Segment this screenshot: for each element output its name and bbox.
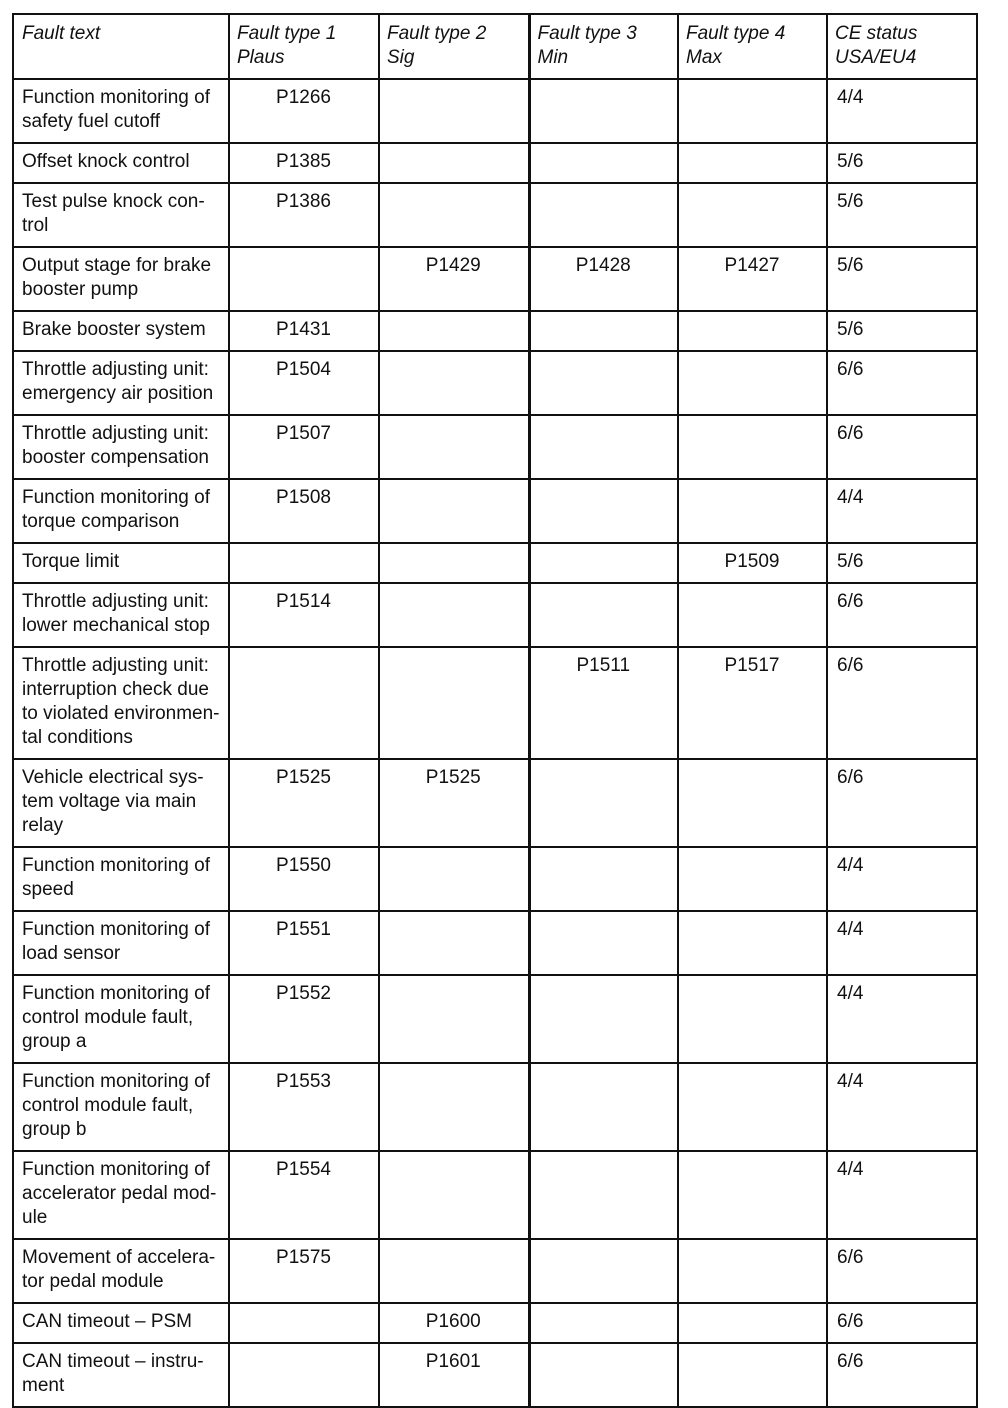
fault-type-1-cell [229, 247, 379, 311]
fault-type-3-cell [529, 1343, 678, 1407]
table-row [13, 479, 977, 543]
fault-text-cell: CAN timeout – PSM [13, 1303, 229, 1343]
header-fault-type-1 [229, 14, 379, 79]
fault-type-3-cell: P1428 [529, 247, 678, 311]
fault-type-4-cell [678, 1303, 827, 1343]
header-ce-status-sub: USA/EU4 [835, 47, 917, 68]
ce-status-cell: 4/4 [827, 479, 977, 543]
fault-type-3-cell [529, 415, 678, 479]
fault-type-2-cell [379, 415, 529, 479]
ce-status-cell: 4/4 [827, 79, 977, 143]
fault-type-4-cell: P1427 [678, 247, 827, 311]
fault-type-4-cell [678, 1343, 827, 1407]
fault-type-3-cell [529, 143, 678, 183]
fault-type-4-cell [678, 79, 827, 143]
fault-type-2-cell: P1429 [379, 247, 529, 311]
fault-type-4-cell [678, 183, 827, 247]
header-fault-type-2-sub: Sig [387, 47, 415, 68]
fault-type-1-cell: P1550 [229, 847, 379, 911]
fault-text-cell: Function monitoring of torque comparison [13, 479, 229, 543]
table-row [13, 911, 977, 975]
fault-type-1-cell: P1514 [229, 583, 379, 647]
fault-type-2-cell: P1601 [379, 1343, 529, 1407]
fault-type-2-cell [379, 1239, 529, 1303]
fault-type-4-cell [678, 1063, 827, 1151]
table-row [13, 1239, 977, 1303]
fault-text-cell: CAN timeout – instru-ment [13, 1343, 229, 1407]
fault-type-2-cell [379, 183, 529, 247]
fault-type-4-cell [678, 351, 827, 415]
header-fault-type-2-label: Fault type 2 [387, 23, 487, 44]
fault-type-2-cell [379, 583, 529, 647]
fault-type-4-cell [678, 311, 827, 351]
fault-type-3-cell [529, 1239, 678, 1303]
fault-text-cell: Throttle adjusting unit: interruption check due to violated environmen-tal conditions [13, 647, 229, 759]
fault-type-2-cell [379, 479, 529, 543]
fault-type-1-cell: P1551 [229, 911, 379, 975]
table-row [13, 975, 977, 1063]
table-row [13, 583, 977, 647]
table-row [13, 847, 977, 911]
fault-type-2-cell [379, 1151, 529, 1239]
fault-text-cell: Brake booster system [13, 311, 229, 351]
fault-type-2-cell [379, 143, 529, 183]
table-row [13, 1343, 977, 1407]
fault-type-3-cell [529, 583, 678, 647]
fault-type-3-cell [529, 311, 678, 351]
header-fault-type-2 [379, 14, 529, 79]
fault-type-3-cell [529, 1151, 678, 1239]
fault-type-4-cell: P1517 [678, 647, 827, 759]
header-fault-type-1-sub: Plaus [237, 47, 285, 68]
fault-type-3-cell [529, 543, 678, 583]
fault-text-cell: Function monitoring of safety fuel cutoff [13, 79, 229, 143]
table-row [13, 1151, 977, 1239]
fault-type-2-cell: P1525 [379, 759, 529, 847]
fault-type-4-cell [678, 911, 827, 975]
ce-status-cell: 6/6 [827, 1303, 977, 1343]
header-fault-text [13, 14, 229, 79]
header-fault-text-label: Fault text [22, 23, 101, 44]
fault-text-cell: Test pulse knock con-trol [13, 183, 229, 247]
table-row [13, 143, 977, 183]
fault-text-cell: Movement of accelera-tor pedal module [13, 1239, 229, 1303]
fault-type-1-cell [229, 647, 379, 759]
fault-type-1-cell: P1508 [229, 479, 379, 543]
fault-text-cell: Function monitoring of load sensor [13, 911, 229, 975]
ce-status-cell: 5/6 [827, 143, 977, 183]
fault-text-cell: Output stage for brake booster pump [13, 247, 229, 311]
fault-type-3-cell [529, 1303, 678, 1343]
fault-type-3-cell [529, 479, 678, 543]
ce-status-cell: 6/6 [827, 1239, 977, 1303]
fault-text-cell: Torque limit [13, 543, 229, 583]
header-fault-type-1-label: Fault type 1 [237, 23, 337, 44]
fault-type-3-cell [529, 759, 678, 847]
ce-status-cell: 6/6 [827, 351, 977, 415]
ce-status-cell: 6/6 [827, 415, 977, 479]
header-fault-type-4-sub: Max [686, 47, 722, 68]
ce-status-cell: 6/6 [827, 647, 977, 759]
ce-status-cell: 5/6 [827, 543, 977, 583]
fault-type-4-cell [678, 415, 827, 479]
fault-text-cell: Function monitoring of control module fault, group b [13, 1063, 229, 1151]
fault-text-cell: Throttle adjusting unit: lower mechanical stop [13, 583, 229, 647]
fault-type-3-cell [529, 183, 678, 247]
ce-status-cell: 6/6 [827, 759, 977, 847]
header-fault-type-4-label: Fault type 4 [686, 23, 786, 44]
fault-code-table [12, 13, 978, 1408]
fault-type-3-cell: P1511 [529, 647, 678, 759]
ce-status-cell: 5/6 [827, 183, 977, 247]
header-fault-type-3-label: Fault type 3 [537, 23, 637, 44]
header-ce-status [827, 14, 977, 79]
fault-type-4-cell [678, 583, 827, 647]
fault-type-4-cell [678, 847, 827, 911]
fault-type-1-cell: P1504 [229, 351, 379, 415]
fault-text-cell: Throttle adjusting unit: emergency air position [13, 351, 229, 415]
ce-status-cell: 4/4 [827, 911, 977, 975]
table-row [13, 247, 977, 311]
fault-text-cell: Function monitoring of control module fault, group a [13, 975, 229, 1063]
header-ce-status-label: CE status [835, 23, 918, 44]
ce-status-cell: 5/6 [827, 247, 977, 311]
fault-type-2-cell [379, 543, 529, 583]
fault-type-3-cell [529, 975, 678, 1063]
fault-type-2-cell: P1600 [379, 1303, 529, 1343]
table-row [13, 311, 977, 351]
fault-text-cell: Function monitoring of accelerator pedal mod-ule [13, 1151, 229, 1239]
fault-text-cell: Function monitoring of speed [13, 847, 229, 911]
fault-type-3-cell [529, 1063, 678, 1151]
fault-type-4-cell: P1509 [678, 543, 827, 583]
ce-status-cell: 4/4 [827, 847, 977, 911]
table-row [13, 351, 977, 415]
fault-type-4-cell [678, 143, 827, 183]
fault-type-2-cell [379, 79, 529, 143]
fault-type-2-cell [379, 847, 529, 911]
header-fault-type-4 [678, 14, 827, 79]
table-row [13, 79, 977, 143]
ce-status-cell: 6/6 [827, 583, 977, 647]
fault-type-4-cell [678, 479, 827, 543]
fault-text-cell: Vehicle electrical sys-tem voltage via main relay [13, 759, 229, 847]
ce-status-cell: 4/4 [827, 975, 977, 1063]
fault-type-3-cell [529, 911, 678, 975]
table-row [13, 1063, 977, 1151]
fault-type-2-cell [379, 911, 529, 975]
fault-type-1-cell [229, 543, 379, 583]
fault-type-2-cell [379, 647, 529, 759]
fault-type-1-cell: P1507 [229, 415, 379, 479]
header-fault-type-3-sub: Min [537, 47, 569, 68]
table-row [13, 183, 977, 247]
fault-type-3-cell [529, 79, 678, 143]
fault-type-4-cell [678, 759, 827, 847]
fault-type-1-cell: P1386 [229, 183, 379, 247]
fault-type-3-cell [529, 847, 678, 911]
fault-type-1-cell: P1553 [229, 1063, 379, 1151]
fault-text-cell: Throttle adjusting unit: booster compensation [13, 415, 229, 479]
fault-type-1-cell: P1525 [229, 759, 379, 847]
ce-status-cell: 5/6 [827, 311, 977, 351]
fault-type-2-cell [379, 311, 529, 351]
fault-type-4-cell [678, 1151, 827, 1239]
header-fault-type-3 [529, 14, 678, 79]
ce-status-cell: 4/4 [827, 1151, 977, 1239]
fault-text-cell: Offset knock control [13, 143, 229, 183]
table-row [13, 647, 977, 759]
table-row [13, 759, 977, 847]
fault-type-3-cell [529, 351, 678, 415]
fault-type-1-cell: P1266 [229, 79, 379, 143]
fault-type-4-cell [678, 975, 827, 1063]
ce-status-cell: 6/6 [827, 1343, 977, 1407]
table-row [13, 543, 977, 583]
table-header-row [13, 14, 977, 79]
fault-type-4-cell [678, 1239, 827, 1303]
fault-type-2-cell [379, 351, 529, 415]
ce-status-cell: 4/4 [827, 1063, 977, 1151]
fault-type-1-cell: P1554 [229, 1151, 379, 1239]
fault-type-1-cell: P1431 [229, 311, 379, 351]
fault-type-1-cell [229, 1343, 379, 1407]
fault-type-2-cell [379, 1063, 529, 1151]
table-row [13, 415, 977, 479]
fault-type-2-cell [379, 975, 529, 1063]
fault-type-1-cell: P1385 [229, 143, 379, 183]
fault-type-1-cell [229, 1303, 379, 1343]
table-row [13, 1303, 977, 1343]
fault-type-1-cell: P1552 [229, 975, 379, 1063]
fault-type-1-cell: P1575 [229, 1239, 379, 1303]
